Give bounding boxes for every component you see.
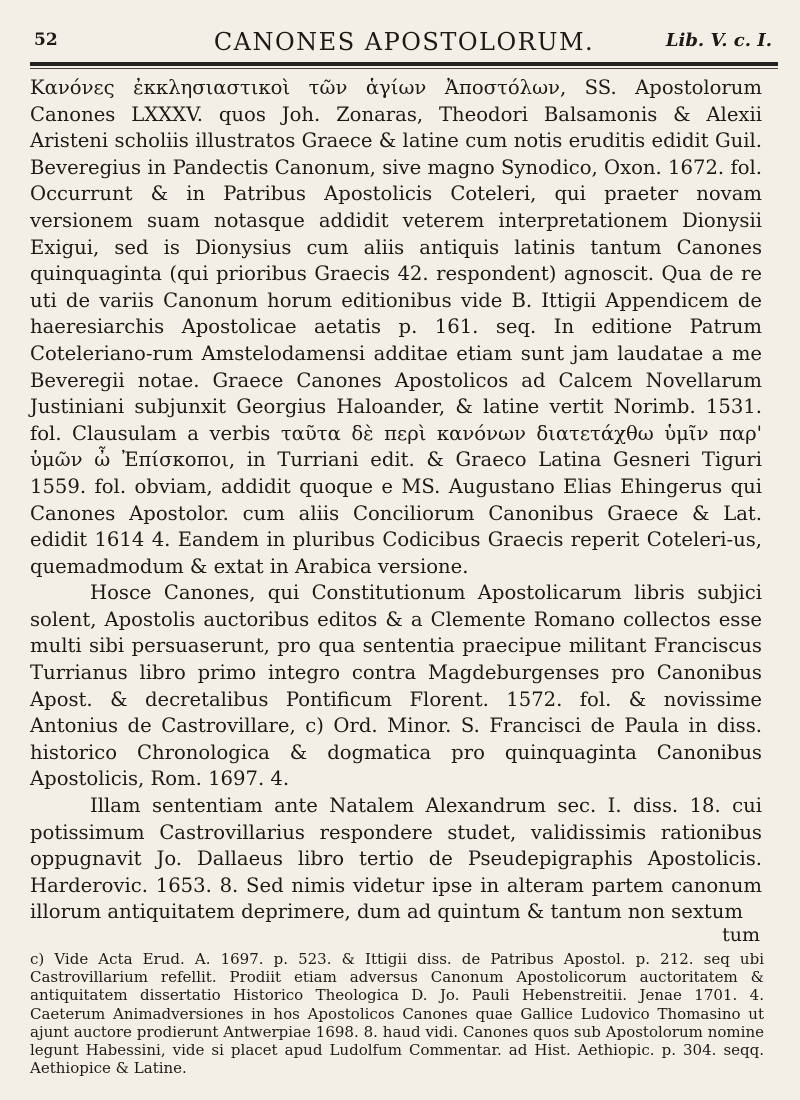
catchword: tum [722,924,760,946]
page-header [30,0,778,66]
footnote [30,950,764,1077]
page-number: 52 [34,30,58,50]
footnote-text: c) Vide Acta Erud. A. 1697. p. 523. & Ittigii diss. de Patribus Apostol. p. 212. seq ubi Castrovillarium refellit. Prodiit etiam adversus Canonum Apostolicorum auctoritatem & antiquitatem dissertatio Historico Theologica D. Jo. Pauli Hebenstreitii. Jenae 1701. 4. Caeterum Animadversiones in hos Apostolicos Canones quae Gallice Ludovico Thomasino ut ajunt auctore prodierunt Antwerpiae 1698. 8. haud vidi. Canones quos sub Apostolorum nomine legunt Habessini, vide si placet apud Ludolfum Commentar. ad Hist. Aethiopic. p. 304. seqq. Aethiopice & Latine. [30,950,764,1078]
paragraph: Hosce Canones, qui Constitutionum Apostolicarum libris subjici solent, Apostolis auctoribus editos & a Clemente Romano collectos esse multi sibi persuaserunt, pro qua sententia praecipue militant Franciscus Turrianus libro primo integro contra Magdeburgenses pro Canonibus Apost. & decretalibus Pontificum Florent. 1572. fol. & novissime Antonius de Castrovillare, c) Ord. Minor. S. Francisci de Paula in diss. historico Chronologica & dogmatica pro quinquaginta Canonibus Apostolicis, Rom. 1697. 4. [30,581,762,791]
paragraph: Κανόνες ἐκκλησιαστικοὶ τῶν ἁγίων Ἀποστόλων, SS. Apostolorum Canones LXXXV. quos Joh. Zonaras, Theodori Balsamonis & Alexii Aristeni scholiis illustratos Graece & latine cum notis eruditis edidit Guil. Beveregius in Pandectis Canonum, sive magno Synodico, Oxon. 1672. fol. Occurrunt & in Patribus Apostolicis Coteleri, qui praeter novam versionem suam notasque addidit veterem interpretationem Dionysii Exigui, sed is Dionysius cum aliis antiquis latinis tantum Canones quinquaginta (qui prioribus Graecis 42. respondent) agnoscit. Qua de re uti de variis Canonum horum editionibus vide B. Ittigii Appendicem de haeresiarchis Apostolicae aetatis p. 161. seq. In editione Patrum Coteleriano-rum Amstelodamensi additae etiam sunt jam laudatae a me Beveregii notae. Graece Canones Apostolicos ad Calcem Novellarum Justiniani subjunxit Georgius Haloander, & latine vertit Norimb. 1531. fol. Clausulam a verbis ταῦτα δὲ περὶ κανόνων διατετάχθω ὑμῖν παρ' ὑμῶν ὦ Ἐπίσκοποι, in Turriani edit. & Graeco Latina Gesneri Tiguri 1559. fol. obviam, addidit quoque e MS. Augustano Elias Ehingerus qui Canones Apostolor. cum aliis Conciliorum Canonibus Graece & Lat. edidit 1614 4. Eandem in pluribus Codicibus Graecis reperit Coteleri-us, quemadmodum & extat in Arabica versione. [30,76,762,578]
main-text [30,75,762,926]
running-title: CANONES APOSTOLORUM. [213,28,595,56]
header-rule [30,68,778,69]
section-mark: Lib. V. c. I. [665,30,772,51]
paragraph: Illam sententiam ante Natalem Alexandrum sec. I. diss. 18. cui potissimum Castrovillarius respondere studet, validissimis rationibus oppugnavit Jo. Dallaeus libro tertio de Pseudepigraphis Apostolicis. Harderovic. 1653. 8. Sed nimis videtur ipse in alteram partem canonum illorum antiquitatem deprimere, dum ad quintum & tantum non sextum [30,794,762,924]
